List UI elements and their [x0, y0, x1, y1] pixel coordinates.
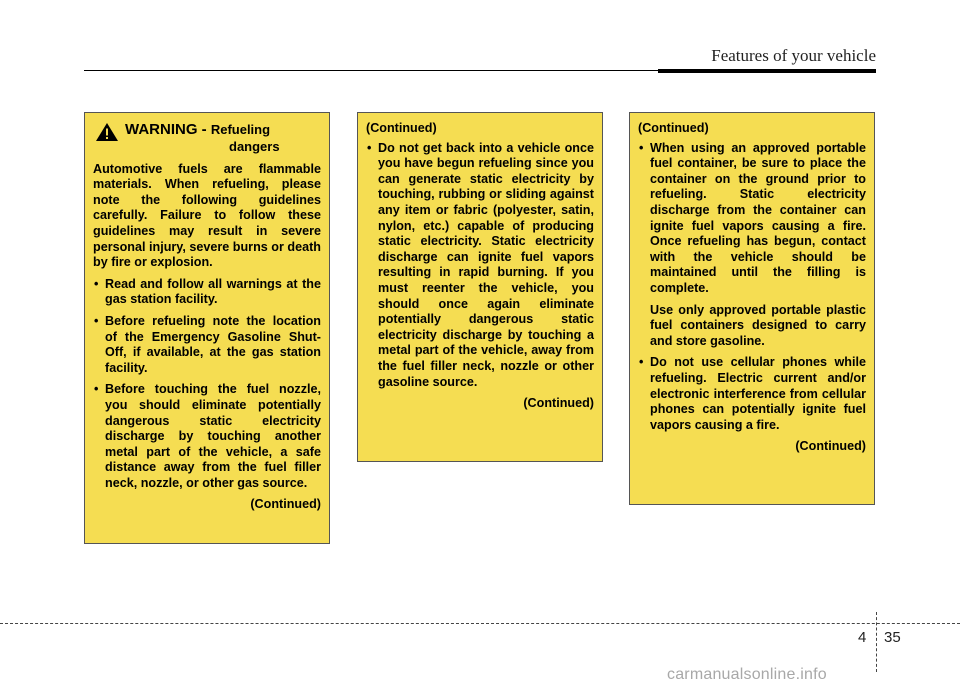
- footer-rule: [0, 623, 960, 624]
- list-item: • Do not use cellular phones while refueling. Electric current and/or electronic interference from cellular phones can potentially ignite fuel vapors causing a fire.: [638, 355, 866, 433]
- warning-intro-text: Automotive fuels are flammable materials. When refueling, please note the following guidelines carefully. Failure to follow these guidelines may result in severe personal injury, severe burns or death by fire or explosion.: [93, 161, 321, 270]
- continued-label-top: (Continued): [638, 121, 709, 135]
- continued-label-top: (Continued): [366, 121, 437, 135]
- page-divider: [876, 612, 877, 672]
- warning-subject-line-2: dangers: [229, 138, 280, 154]
- page-header-title: Features of your vehicle: [711, 46, 876, 65]
- warning-box-continued-2: [357, 112, 603, 462]
- warning-box-refueling: [84, 112, 330, 544]
- warning-word: WARNING -: [125, 121, 211, 138]
- watermark: carmanualsonline.info: [667, 666, 827, 683]
- section-number: 4: [858, 629, 867, 646]
- warning-triangle-icon: [95, 122, 119, 142]
- list-item: • Before refueling note the location of the Emergency Gasoline Shut-Off, if available, at the gas station facility.: [93, 314, 321, 376]
- warning-bullet-list: [366, 141, 594, 391]
- list-item: • Do not get back into a vehicle once you have begun refueling since you can generate static electricity by touching, rubbing or sliding against any item or fabric (polyester, satin, nylon, etc.) capable of producing static electricity. Static electricity discharge can ignite fuel vapors resulting in rapid burning. If you must reenter the vehicle, you should once again eliminate potentially dangerous static electricity discharge by touching a metal part of the vehicle, away from the fuel filler neck, nozzle or other gasoline source.: [366, 141, 594, 391]
- continued-label: (Continued): [250, 497, 321, 512]
- warning-subject-line-1: Refueling: [210, 122, 271, 137]
- continued-label: (Continued): [795, 439, 866, 454]
- list-item: • Before touching the fuel nozzle, you should eliminate potentially dangerous static electricity discharge by touching another metal part of the vehicle, a safe distance away from the fuel filler neck, nozzle, or other gas source.: [93, 382, 321, 491]
- list-item: [638, 141, 866, 350]
- bullet-text: When using an approved portable fuel container, be sure to place the container on the ground prior to refueling. Static electricity discharge from the container can ignite fuel vapors causing a fire. Once refueling has begun, contact with the vehicle should be maintained until the filling is complete.: [650, 140, 866, 295]
- list-item: • Read and follow all warnings at the gas station facility.: [93, 277, 321, 308]
- warning-bullet-list: [638, 141, 866, 434]
- page-number: 35: [884, 629, 901, 646]
- header-rule-thick: [658, 69, 876, 73]
- continued-label: (Continued): [523, 396, 594, 411]
- warning-box-continued-3: [629, 112, 875, 505]
- warning-heading: [93, 121, 321, 154]
- bullet-extra-text: Use only approved portable plastic fuel containers designed to carry and store gasoline.: [650, 302, 866, 348]
- warning-bullet-list: [93, 277, 321, 492]
